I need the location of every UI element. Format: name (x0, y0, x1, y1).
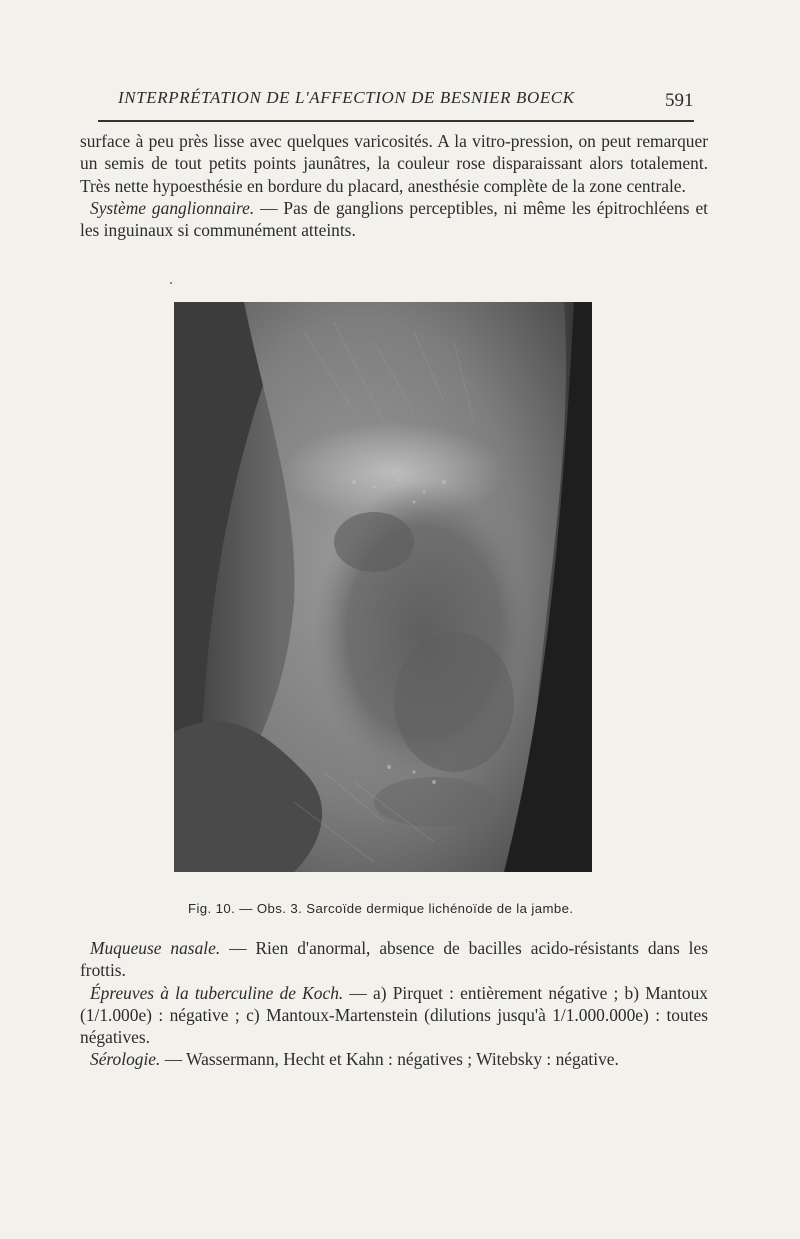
paragraph-tuberculine (80, 982, 708, 1049)
figure-caption: Fig. 10. — Obs. 3. Sarcoïde dermique lichénoïde de la jambe. (188, 901, 574, 916)
section-label-muqueuse: Muqueuse nasale. (90, 938, 221, 958)
paragraph-serologie (80, 1048, 708, 1070)
paragraph-serologie-text: — Wassermann, Hecht et Kahn : négatives ; Witebsky : négative. (160, 1049, 619, 1070)
header-rule (98, 120, 694, 122)
body-text-bottom (80, 937, 708, 1071)
page-number: 591 (665, 90, 694, 111)
section-label-ganglionnaire: Système ganglionnaire. (90, 197, 255, 218)
section-label-serologie: Sérologie. (90, 1049, 161, 1070)
paragraph-muqueuse (80, 937, 708, 982)
section-label-tuberculine: Épreuves à la tuberculine de Koch. (90, 982, 344, 1003)
paragraph-surface: surface à peu près lisse avec quelques varicosités. A la vitro-pression, on peut remarquer un semis de tout petits points jaunâtres, la couleur rose disparaissant alors totalement. Très nette hypoesthésie en bordure du placard, anesthésie complète de la zone centrale. (80, 131, 708, 196)
print-speck (170, 282, 172, 284)
figure-photograph (174, 302, 592, 872)
paragraph-ganglionnaire (80, 197, 708, 242)
leg-skin-photo (174, 302, 592, 872)
paragraph-muqueuse-text: — Rien d'anormal, absence de bacilles acido-résistants dans les frottis. (80, 938, 708, 981)
body-text-top (80, 130, 708, 241)
running-title: INTERPRÉTATION DE L'AFFECTION DE BESNIER BOECK (118, 88, 575, 107)
paragraph-ganglionnaire-text: — Pas de ganglions perceptibles, ni même les épitrochléens et les inguinaux si communément atteints. (80, 197, 708, 241)
paragraph-tuberculine-text: — a) Pirquet : entièrement négative ; b) Mantoux (1/1.000e) : négative ; c) Mantoux-Martenstein (dilutions jusqu'à 1/1.000.000e) : toutes négatives. (80, 982, 708, 1048)
